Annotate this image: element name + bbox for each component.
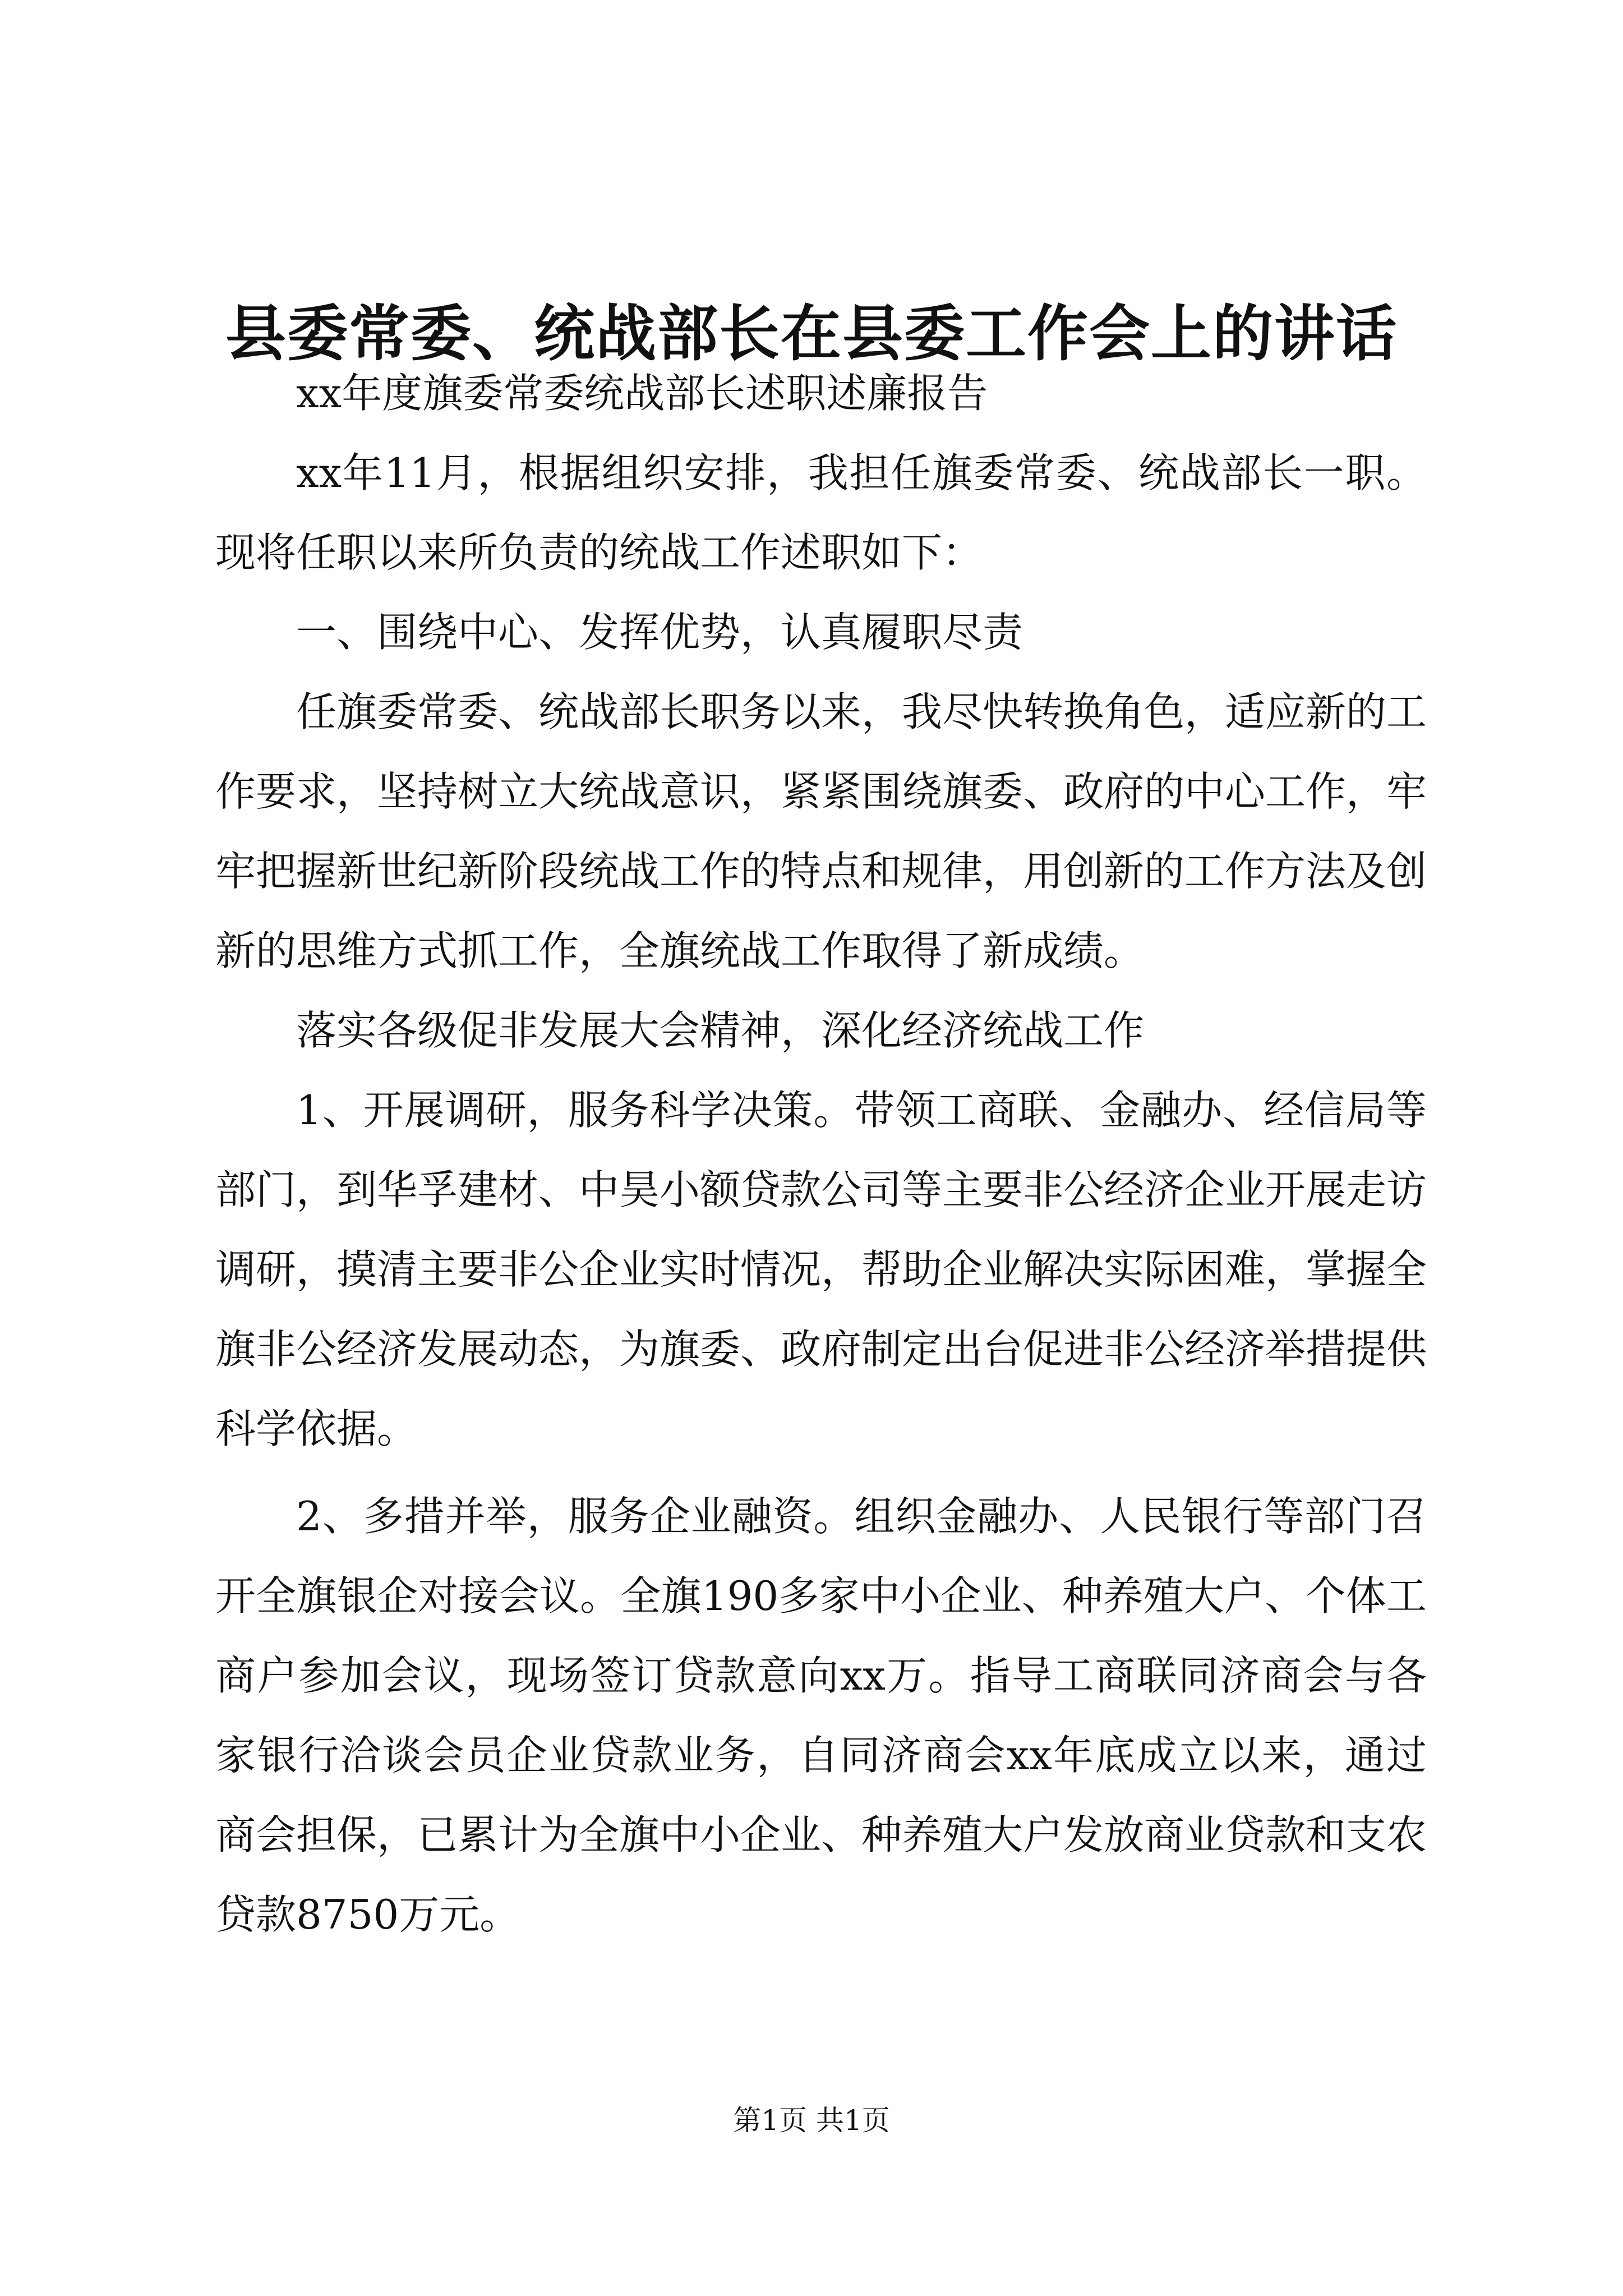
paragraph-item-2: 2、多措并举，服务企业融资。组织金融办、人民银行等部门召开全旗银企对接会议。全旗190多家中小企业、种养殖大户、个体工商户参加会议，现场签订贷款意向xx万。指导工商联同济商会与各家银行洽谈会员企业贷款业务，自同济商会xx年底成立以来，通过商会担保，已累计为全旗中小企业、种养殖大户发放商业贷款和支农贷款8750万元。 (215, 1493, 1427, 1938)
paragraph-intro: xx年11月，根据组织安排，我担任旗委常委、统战部长一职。现将任职以来所负责的统战工作述职如下： (215, 449, 1427, 576)
paragraph-duties: 任旗委常委、统战部长职务以来，我尽快转换角色，适应新的工作要求，坚持树立大统战意识，紧紧围绕旗委、政府的中心工作，牢牢把握新世纪新阶段统战工作的特点和规律，用创新的工作方法及创新的思维方式抓工作，全旗统战工作取得了新成绩。 (215, 688, 1427, 974)
paragraph-section-heading: 一、围绕中心、发挥优势，认真履职尽责 (296, 609, 1023, 656)
document-body (215, 353, 1427, 1954)
page-footer: 第1页 共1页 (733, 2104, 890, 2137)
paragraph-item-1: 1、开展调研，服务科学决策。带领工商联、金融办、经信局等部门，到华孚建材、中昊小额贷款公司等主要非公经济企业开展走访调研，摸清主要非公企业实时情况，帮助企业解决实际困难，掌握全旗非公经济发展动态，为旗委、政府制定出台促进非公经济举措提供科学依据。 (215, 1087, 1427, 1452)
paragraph-report-heading: xx年度旗委常委统战部长述职述廉报告 (296, 370, 988, 417)
paragraph-subheading: 落实各级促非发展大会精神，深化经济统战工作 (296, 1007, 1145, 1054)
document-title: 县委常委、统战部长在县委工作会上的讲话 (225, 298, 1398, 369)
